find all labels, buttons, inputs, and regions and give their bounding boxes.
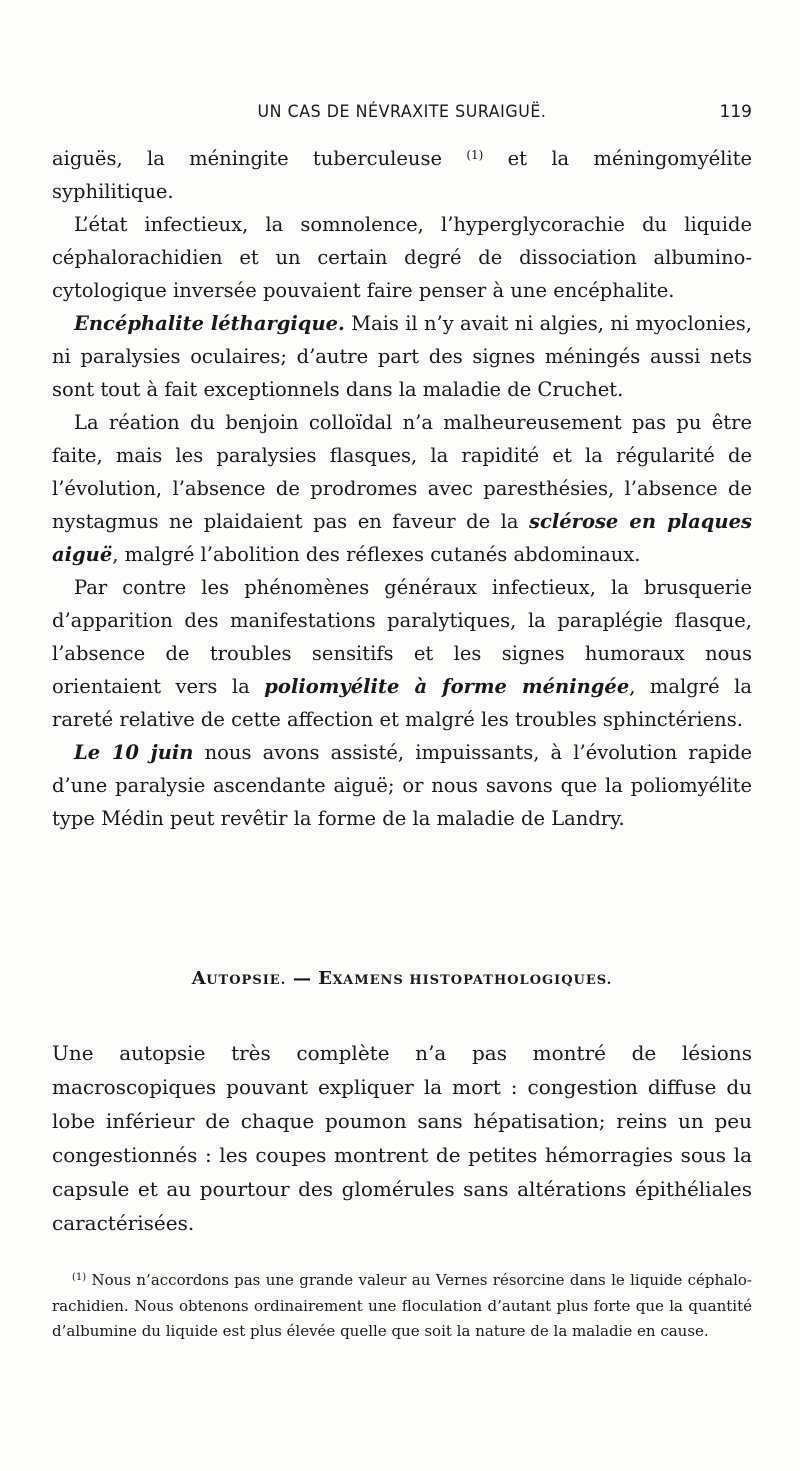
paragraph-1	[52, 142, 752, 208]
footnote	[52, 1268, 752, 1345]
page-number: 119	[719, 102, 752, 122]
paragraph-4-text-a: La réation du benjoin colloïdal n’a malheureusement pas pu être faite, mais les paralysies flasques, la rapidité et la régularité de l’évolution, l’absence de prodromes avec paresthésies, l’absence de nystagmus ne plaidaient pas en faveur de la	[52, 411, 752, 533]
paragraph-3	[52, 307, 752, 406]
paragraph-1-text-a: aiguës, la méningite tuberculeuse	[52, 147, 467, 170]
heading-b-cap: E	[318, 968, 333, 989]
heading-a-cap: A	[191, 968, 207, 989]
footnote-paragraph	[52, 1268, 752, 1345]
paragraph-6	[52, 736, 752, 835]
heading-a-rest: UTOPSIE.	[206, 973, 287, 988]
running-title: UN CAS DE NÉVRAXITE SURAIGUË.	[257, 102, 547, 122]
paragraph-6-text: nous avons assisté, impuissants, à l’évolution rapide d’une paralysie ascendante aiguë; or nous savons que la poliomyélite type Médin peut revêtir la forme de la maladie de Landry.	[52, 741, 752, 830]
section-heading	[52, 968, 752, 989]
paragraph-5-text-a: Par contre les phénomènes généraux infectieux, la brusquerie d’apparition des manifestations paralytiques, la paraplégie flasque, l’absence de troubles sensitifs et les signes humoraux nous orientaient vers la	[52, 576, 752, 698]
heading-dash: —	[286, 968, 319, 989]
page-header	[52, 102, 752, 132]
paragraph-5-text-b: , malgré la rareté relative de cette affection et malgré les troubles sphinctériens.	[52, 675, 752, 731]
main-text	[52, 142, 752, 835]
paragraph-3-text: Mais il n’y avait ni algies, ni myoclonies, ni paralysies oculaires; d’autre part des signes méningés aussi nets sont tout à fait exceptionnels dans la maladie de Cruchet.	[52, 312, 752, 401]
section-paragraph: Une autopsie très complète n’a pas montré de lésions macroscopiques pouvant expliquer la mort : congestion diffuse du lobe inférieur de chaque poumon sans hépatisation; reins un peu congestionnés : les coupes montrent de petites hémorragies sous la capsule et au pourtour des glomérules sans altérations épithéliales caractérisées.	[52, 1041, 752, 1235]
footnote-marker: (1)	[72, 1272, 87, 1283]
section-text	[52, 1036, 752, 1240]
paragraph-4-text-b: , malgré l’abolition des réflexes cutanés abdominaux.	[112, 543, 641, 566]
paragraph-1-text-b: et la méningomyélite syphilitique.	[52, 147, 752, 203]
paragraph-4	[52, 406, 752, 571]
footnote-ref: (1)	[466, 148, 484, 162]
paragraph-4-italic: sclérose en plaques aiguë	[52, 510, 752, 566]
paragraph-5-italic: poliomyélite à forme méningée	[264, 675, 630, 698]
paragraph-6-italic: Le 10 juin	[74, 741, 194, 764]
heading-b-rest: XAMENS HISTOPATHOLOGIQUES.	[332, 973, 613, 988]
paragraph-5	[52, 571, 752, 736]
footnote-text: Nous n’accordons pas une grande valeur au Vernes résorcine dans le liquide céphalo-rachidien. Nous obtenons ordinairement une floculation d’autant plus forte que la quantité d’albumine du liquide est plus élevée quelle que soit la nature de la maladie en cause.	[52, 1271, 752, 1340]
paragraph-2: L’état infectieux, la somnolence, l’hyperglycorachie du liquide céphalorachidien et un certain degré de dissociation albumino-cytologique inversée pouvaient faire penser à une encéphalite.	[52, 213, 752, 302]
paragraph-3-italic: Encéphalite léthargique.	[74, 312, 345, 335]
